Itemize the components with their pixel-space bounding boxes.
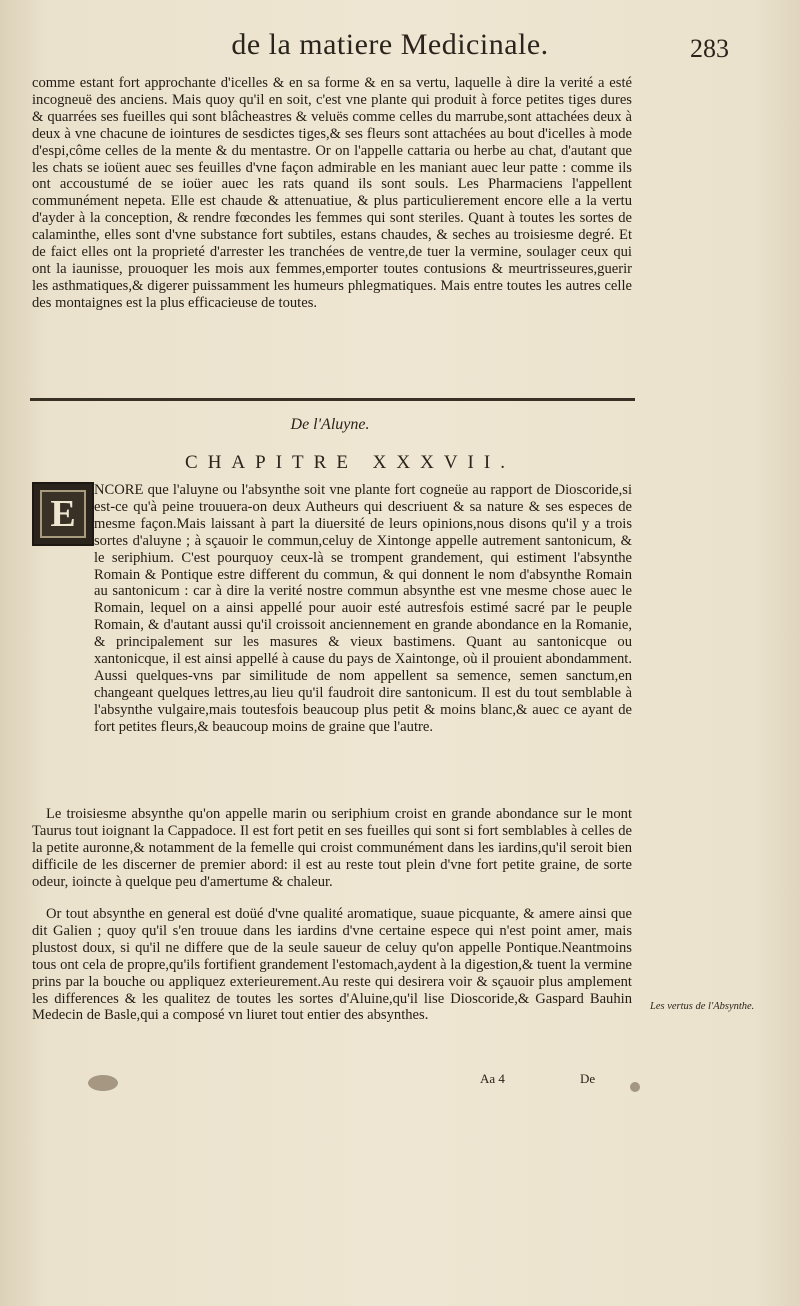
page-number: 283 — [690, 34, 729, 63]
paragraph-text: Or tout absynthe en general est doüé d'vne qualité aromatique, suaue picquante, & amere ainsi que dit Galien ; quoy qu'il s'en trouue dans les iardins d'vne certaine espece qui n'est point amer, mais plustost doux, si qu'il ne differe que de la seule saueur de celuy qu'on appelle Pontique.Neantmoins tous ont cela de propre,qu'ils fortifient grandement l'estomach,aydent à la digestion,& tuent la vermine prins par la bouche ou appliquez exterieurement.Au reste qui desirera voir & sçauoir plus amplement les differences & les qualitez de toutes les sortes d'Aluine,qu'il lise Dioscoride,& Gaspard Bauhin Medecin de Basle,qui a composé vn liuret tout entier des absynthes. — [32, 906, 632, 1024]
signature-mark: Aa 4 — [480, 1071, 505, 1086]
paragraph-text-body: NCORE que l'aluyne ou l'absynthe soit vne plante fort cogneüe au rapport de Dioscoride,si est-ce qu'à peine trouuera-on deux Autheurs qui descriuent & sa nature & ses especes de mesme façon.Mais laissant à part la diuersité de leurs opinions,nous disons qu'il y a trois sortes d'aluyne ; à sçauoir le commun,celuy de Xintonge appelle autrement santonicum, & le seriphium. C'est pourquoy ceux-là se trompent grandement, qui estiment l'absynthe Romain & Pontique estre different du commun, & qui donnent le nom d'absynthe Romain au santonicum : car à dire la verité nostre commun absynthe est vne mesme chose auec le Romain, lequel on a ainsi appellé pour auoir esté autresfois estimé sacré par le peuple Romain, & d'autant aussi qu'il croissoit anciennement en grande abondance en la Romanie, & principalement sur les masures & vieux bastimens. Quant au santonicque ou xantonicque, il est ainsi appellé à cause du pays de Xaintonge, où il prouient abondamment. Aussi quelques-vns par similitude de nom appellent sa semence, semen sanctum,en changeant quelques lettres,au lieu qu'il faudroit dire santonicum. Il est du tout semblable à l'absynthe vulgaire,mais toutesfois beaucoup plus petit & moins blanc,& auec ce ayant de fort petites fleurs,& beaucoup moins de graine que l'autre. — [94, 482, 632, 735]
paragraph-aluyne-intro — [32, 482, 632, 736]
paragraph-text: comme estant fort approchante d'icelles & en sa forme & en sa vertu, laquelle à dire la verité a esté incogneuë des anciens. Mais quoy qu'il en soit, c'est vne plante qui produit à force petites tiges dures & quarrées ses fueilles qui sont blâcheastres & veluës comme celles du marrube,sont attachées deux à deux à vne chacune de iointures de sesdictes tiges,& ses fleurs sont attachées au bout d'icelles à mode d'espi,côme celles de la mente & du mentastre. Or on l'appelle cattaria ou herbe au chat, d'autant que les chats se ioüent auec ses feuilles d'vne façon admirable en les maniant auec leur patte : comme ils ont accoustumé de se ioüer auec les rats quand ils sont souls. Les Pharmaciens l'appellent communément nepeta. Elle est chaude & attenuatiue, & plus particulierement encore elle a la vertu d'ayder à la conception, & rendre fœcondes les femmes qui sont steriles. Quant à toutes les sortes de calaminthe, elles sont d'vne substance fort subtiles, estans chaudes, & seches au troisiesme degré. Et de faict elles ont la proprieté d'arrester les tranchées de ventre,de tuer la vermine, soulager ceux qui ont la iaunisse, prouoquer les mois aux femmes,emporter toutes contusions & meurtrisseures,guerir les asthmatiques,& digerer puissamment les humeurs phlegmatiques. Mais entre toutes les autres celle des montaignes est la plus efficacieuse de toutes. — [32, 75, 632, 311]
initial-letter: E — [40, 490, 86, 538]
ink-stain — [630, 1082, 640, 1092]
section-title: De l'Aluyne. — [290, 416, 370, 433]
running-head: de la matiere Medicinale. — [231, 28, 549, 61]
paragraph-text — [32, 482, 632, 736]
paragraph-calaminthe — [32, 75, 632, 312]
chapter-heading: CHAPITRE XXXVII. — [185, 452, 515, 473]
section-divider — [30, 398, 635, 401]
paragraph-vertus — [32, 906, 632, 1024]
paragraph-seriphium — [32, 806, 632, 891]
ink-stain — [88, 1075, 118, 1091]
page-header — [0, 28, 800, 72]
catchword: De — [580, 1071, 596, 1086]
paragraph-text: Le troisiesme absynthe qu'on appelle marin ou seriphium croist en grande abondance sur le mont Taurus tout ioignant la Cappadoce. Il est fort petit en ses fueilles qui sont si fort semblables à celles de la petite auronne,& notamment de la femelle qui croist communément dans les iardins,qu'il seroit bien difficile de les discerner de premier abord: il est au reste tout plein d'vne fort petite graine, de sorte odeur, ioincte à quelque peu d'amertume & chaleur. — [32, 806, 632, 890]
margin-note: Les vertus de l'Absynthe. — [650, 1001, 755, 1012]
